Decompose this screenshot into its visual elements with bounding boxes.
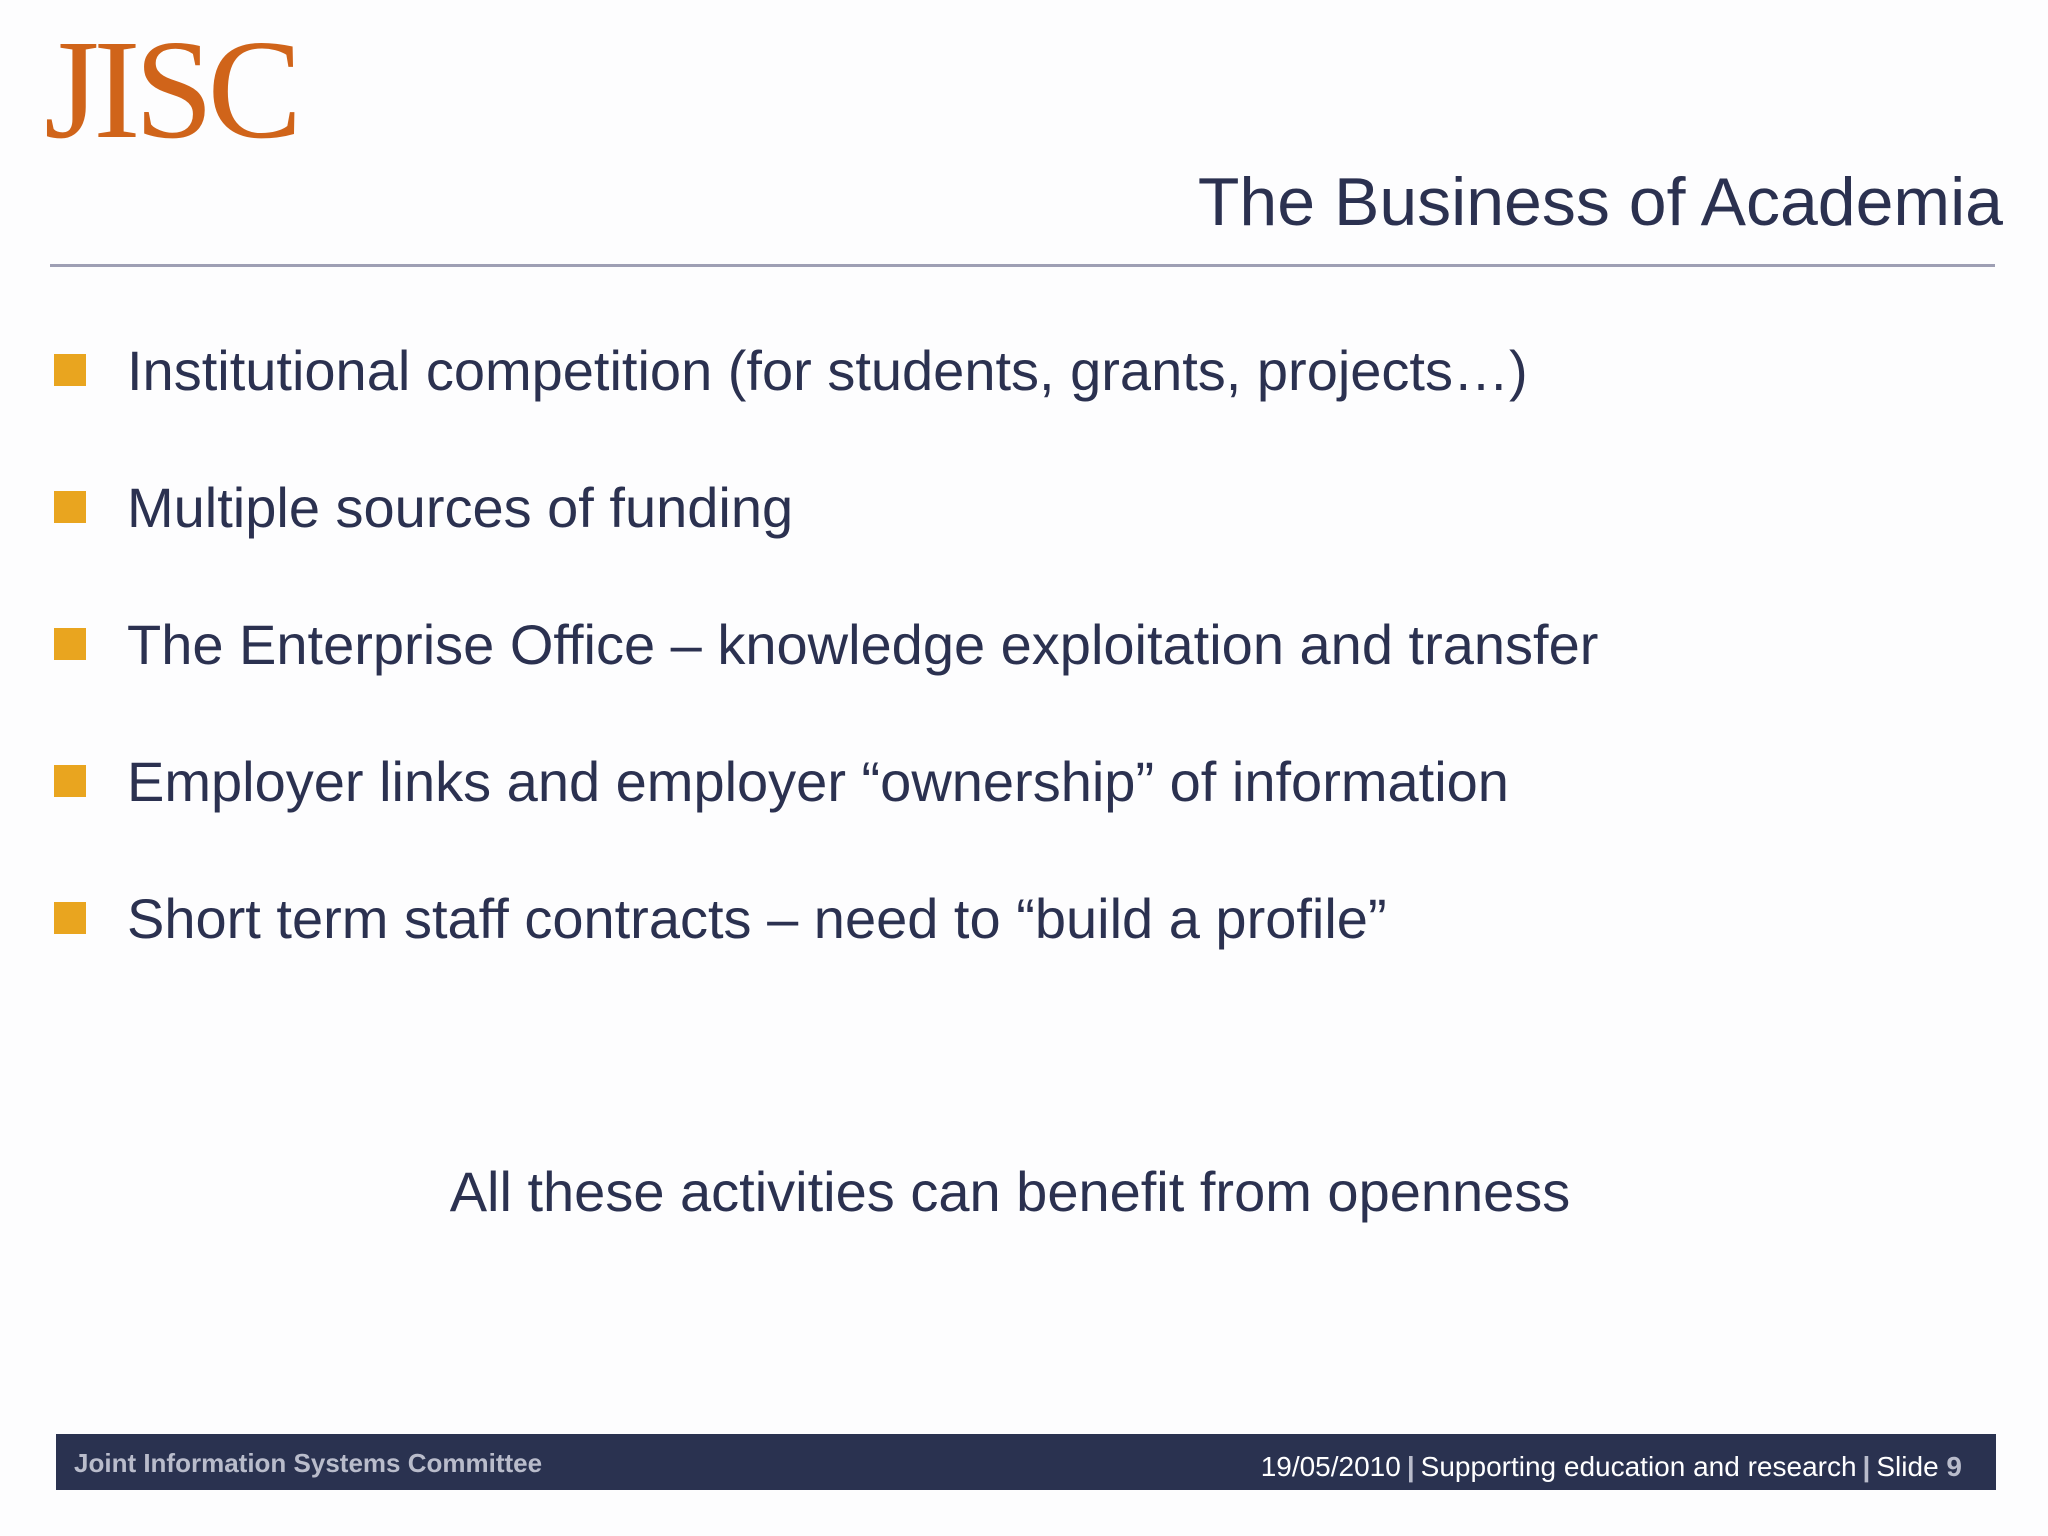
slide-title: The Business of Academia: [1197, 164, 2003, 240]
bullet-text: Institutional competition (for students, grants, projects…): [127, 339, 1528, 402]
footer-slide-number: 9: [1946, 1451, 1962, 1482]
square-bullet-icon: [54, 491, 86, 523]
footer-bar: [56, 1434, 1996, 1490]
square-bullet-icon: [54, 354, 86, 386]
title-divider: [50, 264, 1995, 267]
closing-statement: All these activities can benefit from openness: [449, 1160, 1571, 1223]
footer-separator: |: [1406, 1451, 1415, 1482]
bullet-text: Multiple sources of funding: [127, 476, 794, 539]
footer-tagline: Supporting education and research: [1420, 1451, 1857, 1482]
footer-slide-label: Slide: [1876, 1451, 1939, 1482]
footer-date: 19/05/2010: [1260, 1451, 1401, 1482]
footer-separator: |: [1862, 1451, 1871, 1482]
bullet-text: Employer links and employer “ownership” of information: [127, 750, 1509, 813]
jisc-logo: JISC: [44, 10, 297, 168]
bullet-text: The Enterprise Office – knowledge exploitation and transfer: [127, 613, 1599, 676]
footer-info: [1261, 1451, 1962, 1483]
square-bullet-icon: [54, 628, 86, 660]
square-bullet-icon: [54, 902, 86, 934]
square-bullet-icon: [54, 765, 86, 797]
bullet-text: Short term staff contracts – need to “build a profile”: [127, 887, 1387, 950]
footer-organization: Joint Information Systems Committee: [74, 1448, 543, 1478]
